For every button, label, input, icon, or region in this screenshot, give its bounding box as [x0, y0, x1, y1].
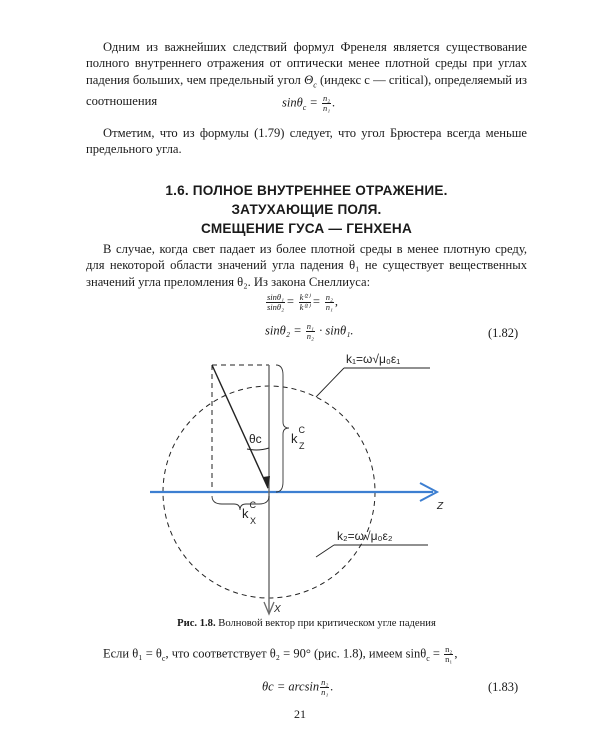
snell-paragraph: В случае, когда свет падает из более плотной среды в менее плотную среду, для некоторой области значений угла падения θ₁ не существует вещественных значений угла преломления θ₂. Из закона Снеллиуса:: [86, 242, 527, 289]
caption-number: Рис. 1.8.: [177, 618, 216, 629]
intro-text-tail: (индекс c — critical), определяемый из соотношения: [86, 72, 527, 109]
figure-wave-vector: [0, 330, 600, 620]
heading-line-2: ЗАТУХАЮЩИЕ ПОЛЯ.: [231, 202, 382, 217]
kz-bracket: [276, 365, 289, 492]
formula-snell-ratio: $\frac{\text{sinθ₁}}{\text{sinθ₂}}$ = $\frac{\text{k⁽²⁾}}{\text{k⁽¹⁾}}$ = $\frac{\text{n₂}}{\text{n₁}}$ ,: [267, 292, 339, 312]
formula-snell-theta2: sinθ₂ = $\frac{\text{n₁}}{\text{n₂}}$ · sinθ₁.: [265, 321, 354, 341]
critical-condition-line: Если $\theta_1 = \theta_c$, что соответствует θ₂ = 90° (рис. 1.8), имеем sinθ$_c$ = $\frac{\text{n₂}}{\text{n₁}}$ ,: [103, 644, 458, 664]
figure-caption: [86, 618, 527, 629]
heading-line-3: СМЕЩЕНИЕ ГУСА — ГЕНХЕНА: [201, 221, 412, 236]
wave-vector: [212, 365, 268, 488]
theta-label: θc: [249, 432, 262, 446]
z-axis-label: Z: [437, 501, 444, 512]
kz-label: $k^C$ Z: [291, 425, 305, 451]
kx-bracket: [212, 496, 269, 510]
x-axis-label: X: [274, 604, 281, 615]
kx-label: $k^C$ X: [242, 500, 257, 526]
k2-leader: [316, 545, 334, 557]
equation-number-1-82: (1.82): [488, 326, 519, 340]
k1-label: k₁=ω√μ₀ε₁: [346, 352, 401, 366]
caption-text: Волновой вектор при критическом угле падения: [218, 618, 436, 629]
page-number: 21: [294, 707, 306, 721]
section-heading: [86, 181, 527, 238]
brewster-paragraph: Отметим, что из формулы (1.79) следует, что угол Брюстера всегда меньше предельного угла.: [86, 126, 527, 157]
intro-text: Одним из важнейших следствий формул Френеля является существование полного внутреннего отражения от оптически менее плотной среды при углах падения больших, чем предельный угол: [86, 40, 527, 87]
equation-number-1-83: (1.83): [488, 680, 519, 694]
critical-angle-symbol: $\Theta_c$: [304, 72, 317, 90]
heading-line-1: 1.6. ПОЛНОЕ ВНУТРЕННЕЕ ОТРАЖЕНИЕ.: [165, 183, 448, 198]
k1-leader: [316, 368, 344, 397]
formula-critical-angle: sinθ$_c$ = $\frac{\text{n₂}}{\text{n₁}}$ .: [282, 93, 336, 113]
k2-label: k₂=ω√μ₀ε₂: [337, 529, 393, 543]
formula-arcsin: θc = arcsin $\frac{\text{n₂}}{\text{n₁}}$ .: [262, 677, 334, 697]
